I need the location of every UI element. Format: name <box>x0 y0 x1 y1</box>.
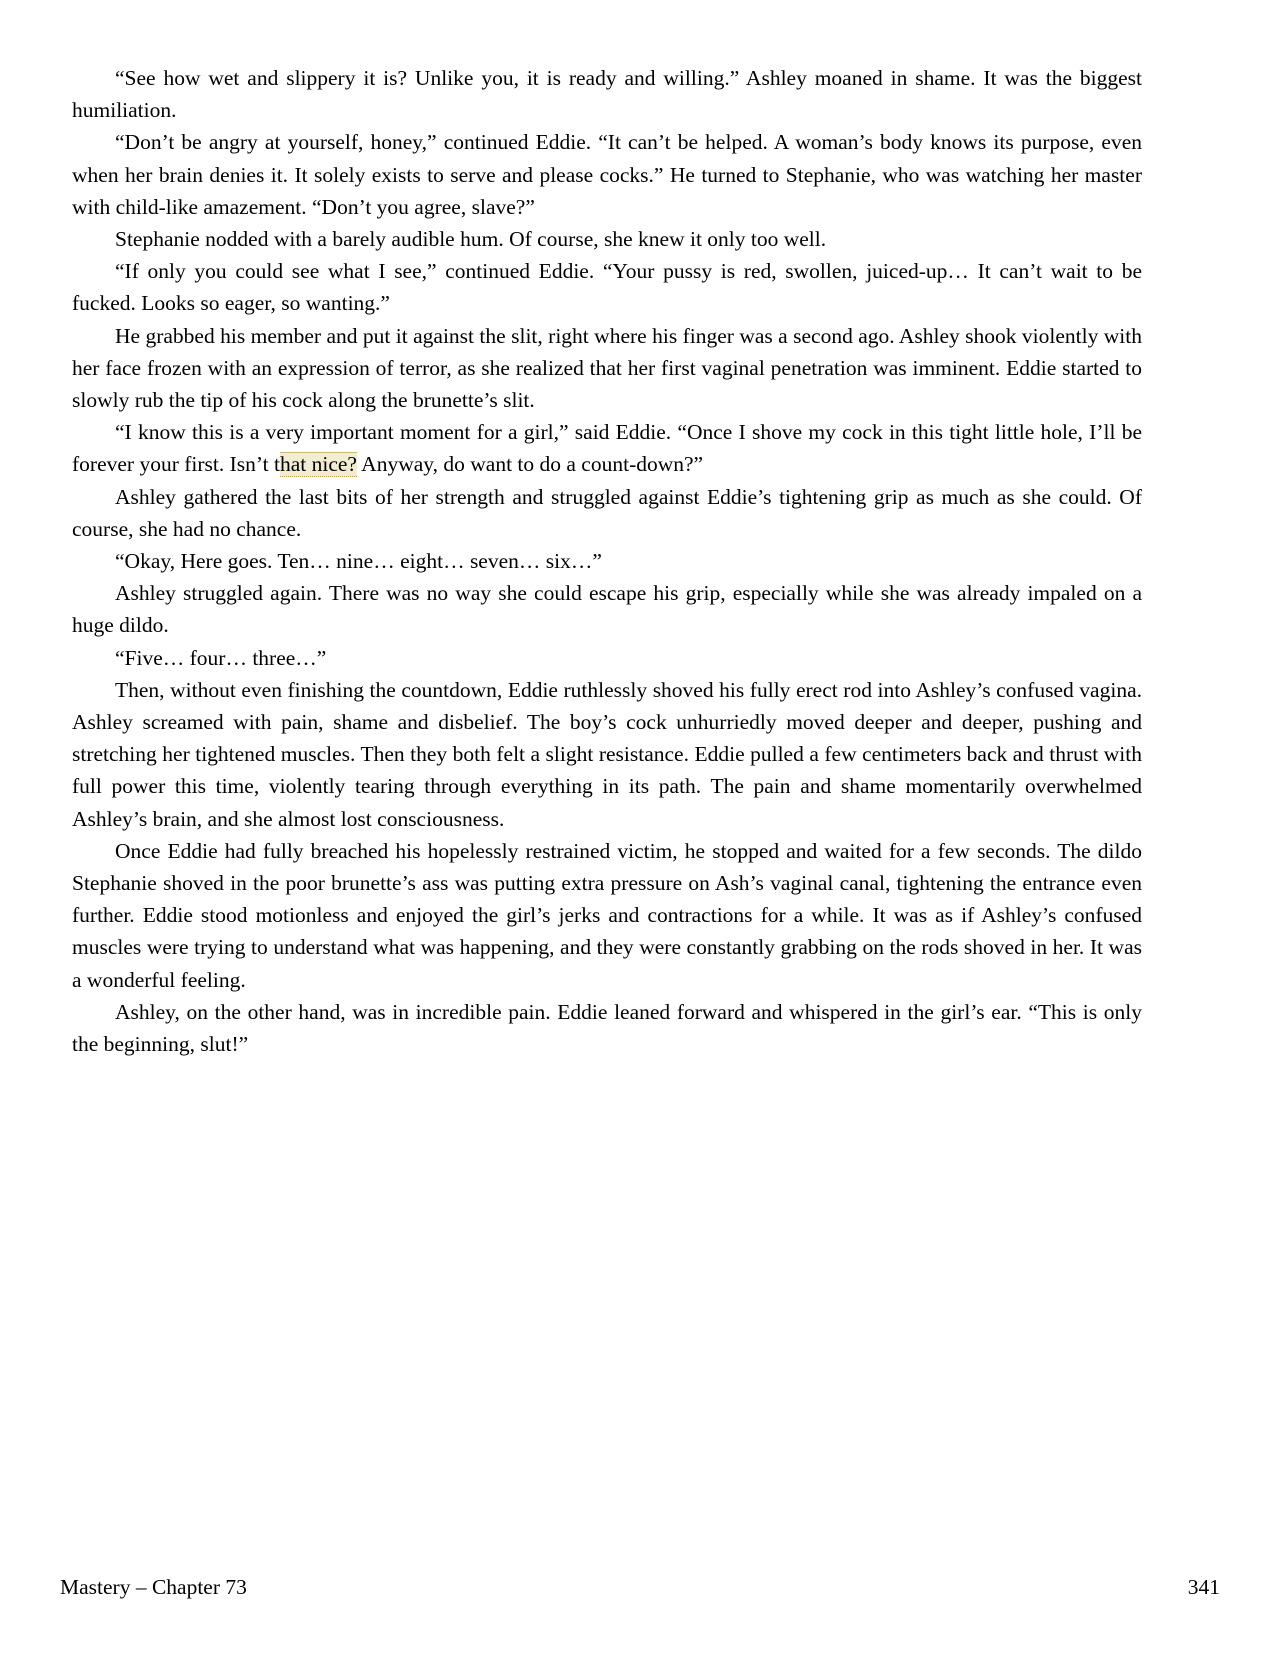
footer-chapter-label: Mastery – Chapter 73 <box>60 1575 247 1599</box>
paragraph: “Five… four… three…” <box>115 645 327 670</box>
paragraph: “See how wet and slippery it is? Unlike you, it is ready and willing.” Ashley moaned in shame. It was the biggest humiliation. <box>72 66 1142 123</box>
paragraph: “Don’t be angry at yourself, honey,” continued Eddie. “It can’t be helped. A woman’s body knows its purpose, even when her brain denies it. It solely exists to serve and please cocks.” He turned to Stephanie, who was watching her master with child-like amazement. “Don’t you agree, slave?” <box>72 130 1142 219</box>
paragraph: Ashley, on the other hand, was in incredible pain. Eddie leaned forward and whispered in the girl’s ear. “This is only the beginning, slut!” <box>72 999 1142 1057</box>
paragraph: “If only you could see what I see,” continued Eddie. “Your pussy is red, swollen, juiced-up… It can’t wait to be fucked. Looks so eager, so wanting.” <box>72 259 1142 316</box>
paragraph-text-after-highlight: Anyway, do want to do a count-down?” <box>356 452 704 477</box>
paragraph: Once Eddie had fully breached his hopelessly restrained victim, he stopped and waited for a few seconds. The dildo Stephanie shoved in the poor brunette’s ass was putting extra pressure on Ash’s vaginal canal, tightening the entrance even further. Eddie stood motionless and enjoyed the girl’s jerks and contractions for a while. It was as if Ashley’s confused muscles were trying to understand what was happening, and they were constantly grabbing on the rods shoved in her. It was a wonderful feeling. <box>72 838 1142 992</box>
highlighted-text: hat nice? <box>279 452 357 477</box>
paragraph-text-before-highlight: “I know this is a very important moment for a girl,” said Eddie. “Once I shove my cock in this tight little hole, I’ll be forever your first. Isn’t t <box>72 420 1142 477</box>
paragraph-with-highlight <box>72 416 1142 480</box>
paragraph: Stephanie nodded with a barely audible hum. Of course, she knew it only too well. <box>115 227 827 252</box>
paragraph: Ashley struggled again. There was no way she could escape his grip, especially while she was already impaled on a huge dildo. <box>72 581 1142 638</box>
page-footer <box>0 1537 1280 1657</box>
page-number: 341 <box>1187 1575 1220 1599</box>
page-body <box>72 62 1142 1060</box>
paragraph: Then, without even finishing the countdown, Eddie ruthlessly shoved his fully erect rod into Ashley’s confused vagina. Ashley screamed with pain, shame and disbelief. The boy’s cock unhurriedly moved deeper and deeper, pushing and stretching her tightened muscles. Then they both felt a slight resistance. Eddie pulled a few centimeters back and thrust with full power this time, violently tearing through everything in its path. The pain and shame momentarily overwhelmed Ashley’s brain, and she almost lost consciousness. <box>72 677 1142 831</box>
paragraph: Ashley gathered the last bits of her strength and struggled against Eddie’s tightening grip as much as she could. Of course, she had no chance. <box>72 484 1142 541</box>
paragraph: He grabbed his member and put it against the slit, right where his finger was a second ago. Ashley shook violently with her face frozen with an expression of terror, as she realized that her first vaginal penetration was imminent. Eddie started to slowly rub the tip of his cock along the brunette’s slit. <box>72 323 1142 413</box>
paragraph: “Okay, Here goes. Ten… nine… eight… seven… six…” <box>115 549 602 574</box>
